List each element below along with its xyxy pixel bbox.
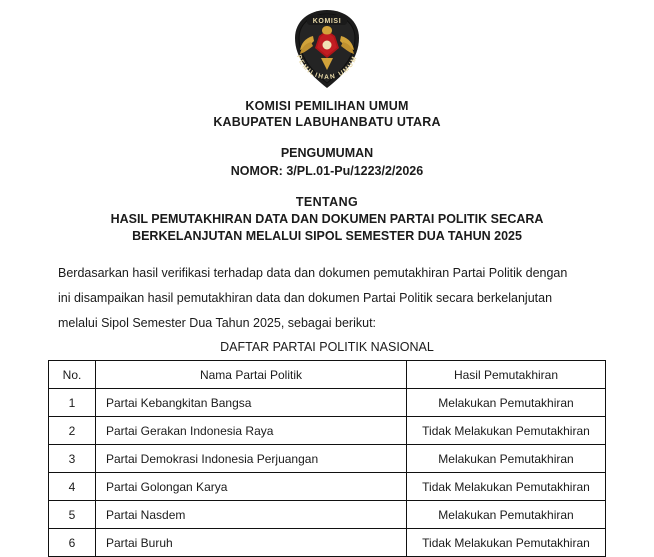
document-header <box>48 98 606 130</box>
cell-party-name: Partai Demokrasi Indonesia Perjuangan <box>96 445 407 473</box>
cell-party-name: Partai Nasdem <box>96 501 407 529</box>
cell-no: 3 <box>49 445 96 473</box>
table-row <box>49 445 606 473</box>
kpu-logo-icon <box>283 8 371 92</box>
cell-result: Melakukan Pemutakhiran <box>407 445 606 473</box>
cell-result: Tidak Melakukan Pemutakhiran <box>407 473 606 501</box>
table-row <box>49 529 606 557</box>
svg-text:KOMISI: KOMISI <box>312 18 342 25</box>
cell-no: 4 <box>49 473 96 501</box>
about-line-1: HASIL PEMUTAKHIRAN DATA DAN DOKUMEN PARTAI POLITIK SECARA <box>110 212 544 226</box>
svg-text:PEMILIHAN UMUM: PEMILIHAN UMUM <box>294 54 359 82</box>
about-block <box>48 194 606 245</box>
intro-paragraph-line-3: melalui Sipol Semester Dua Tahun 2025, sebagai berikut: <box>58 316 377 330</box>
column-header-result: Hasil Pemutakhiran <box>407 361 606 389</box>
intro-paragraph <box>48 261 606 336</box>
institution-line-1: KOMISI PEMILIHAN UMUM <box>245 99 409 113</box>
about-line-2: BERKELANJUTAN MELALUI SIPOL SEMESTER DUA TAHUN 2025 <box>132 229 522 243</box>
national-party-table <box>48 360 606 557</box>
intro-paragraph-line-1: Berdasarkan hasil verifikasi terhadap data dan dokumen pemutakhiran Partai Politik dengan <box>58 266 568 280</box>
logo-container <box>48 0 606 92</box>
about-label: TENTANG <box>295 195 359 209</box>
cell-no: 5 <box>49 501 96 529</box>
cell-result: Tidak Melakukan Pemutakhiran <box>407 417 606 445</box>
cell-party-name: Partai Buruh <box>96 529 407 557</box>
cell-no: 2 <box>49 417 96 445</box>
cell-result: Melakukan Pemutakhiran <box>407 501 606 529</box>
announcement-label: PENGUMUMAN <box>280 146 374 160</box>
table-row <box>49 473 606 501</box>
cell-result: Tidak Melakukan Pemutakhiran <box>407 529 606 557</box>
intro-paragraph-line-2: ini disampaikan hasil pemutakhiran data dan dokumen Partai Politik secara berkelanjutan <box>58 291 553 305</box>
table-row <box>49 389 606 417</box>
cell-party-name: Partai Gerakan Indonesia Raya <box>96 417 407 445</box>
cell-no: 1 <box>49 389 96 417</box>
announcement-block <box>48 144 606 180</box>
cell-no: 6 <box>49 529 96 557</box>
table-header-row <box>49 361 606 389</box>
cell-party-name: Partai Kebangkitan Bangsa <box>96 389 407 417</box>
institution-line-2: KABUPATEN LABUHANBATU UTARA <box>213 115 441 129</box>
table-row <box>49 501 606 529</box>
table-row <box>49 417 606 445</box>
cell-result: Melakukan Pemutakhiran <box>407 389 606 417</box>
table-title: DAFTAR PARTAI POLITIK NASIONAL <box>220 340 434 354</box>
column-header-party-name: Nama Partai Politik <box>96 361 407 389</box>
column-header-no: No. <box>49 361 96 389</box>
announcement-number: NOMOR: 3/PL.01-Pu/1223/2/2026 <box>230 164 424 178</box>
cell-party-name: Partai Golongan Karya <box>96 473 407 501</box>
